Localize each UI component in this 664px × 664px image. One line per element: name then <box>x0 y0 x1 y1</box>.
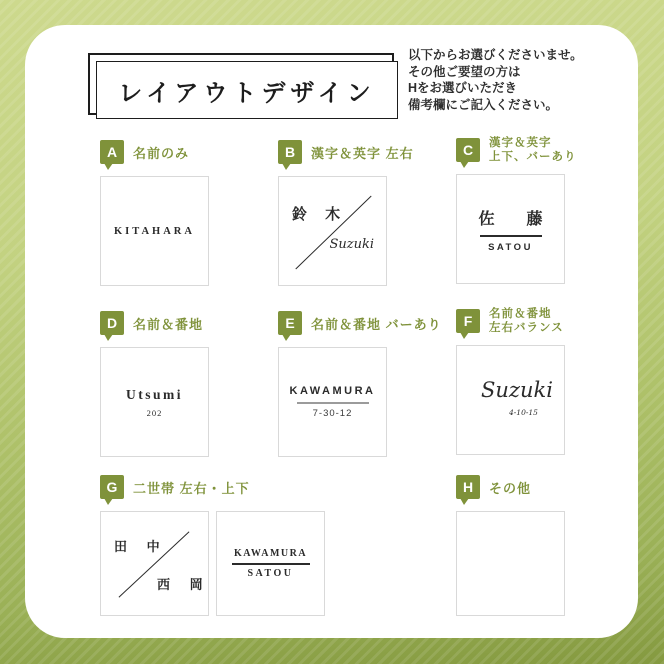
horizontal-bar <box>232 563 310 565</box>
option-f-label-line1: 名前＆番地 <box>489 308 552 320</box>
option-g-sample-right <box>216 511 325 616</box>
option-f-label-line2: 左右バランス <box>489 322 564 334</box>
option-c <box>456 137 634 284</box>
option-d-label: 名前＆番地 <box>133 316 204 332</box>
option-b-badge: B <box>278 140 302 164</box>
title-frame-inner <box>96 61 398 119</box>
option-e-badge: E <box>278 311 302 335</box>
option-h <box>456 474 634 616</box>
option-c-sample <box>456 174 565 284</box>
option-e-sample <box>278 347 387 457</box>
sample-family1: 田 中 <box>114 539 168 554</box>
option-g-badge: G <box>100 475 124 499</box>
instruction-note <box>408 47 636 113</box>
option-d-sample <box>100 347 209 457</box>
option-e-label: 名前＆番地 バーあり <box>311 316 442 332</box>
option-h-header <box>456 474 634 500</box>
option-a-label: 名前のみ <box>133 145 190 161</box>
option-h-sample-empty <box>456 511 565 616</box>
sample-kanji: 鈴 木 <box>292 206 348 223</box>
note-line: その他ご要望の方は <box>408 64 521 79</box>
horizontal-bar <box>480 235 542 237</box>
option-c-label-line2: 上下、バーあり <box>489 151 577 163</box>
sample-address: 7-30-12 <box>312 407 353 419</box>
option-a <box>100 139 278 286</box>
option-e <box>278 310 456 457</box>
option-a-badge: A <box>100 140 124 164</box>
sample-name: KITAHARA <box>114 225 195 237</box>
option-b-label: 漢字＆英字 左右 <box>311 145 414 161</box>
option-d <box>100 310 278 457</box>
sample-name: Utsumi <box>125 386 183 402</box>
page-title: レイアウトデザイン <box>118 79 376 107</box>
option-g-sample-left <box>100 511 209 616</box>
option-a-header <box>100 139 278 165</box>
option-c-badge: C <box>456 138 480 162</box>
option-d-badge: D <box>100 311 124 335</box>
horizontal-bar <box>297 402 369 404</box>
option-b-sample <box>278 176 387 286</box>
sample-name-script: Suzuki <box>481 378 553 402</box>
option-d-header <box>100 310 278 336</box>
option-g-header <box>100 474 360 500</box>
option-g-label: 二世帯 左右・上下 <box>133 480 250 496</box>
option-f-badge: F <box>456 309 480 333</box>
option-f <box>456 308 634 455</box>
sample-romaji: Suzuki <box>329 237 374 252</box>
sample-address: 4-10-15 <box>509 408 538 417</box>
sample-family2: SATOU <box>247 567 294 579</box>
title-frame-outer <box>88 53 394 115</box>
note-line: 備考欄にご記入ください。 <box>408 97 559 112</box>
option-c-header <box>456 137 634 163</box>
content-card <box>25 25 638 638</box>
sample-name: KAWAMURA <box>289 385 376 398</box>
option-b-header <box>278 139 456 165</box>
sample-address: 202 <box>146 407 163 418</box>
note-line: 以下からお選びくださいませ。 <box>408 48 583 62</box>
sample-family2: 西 岡 <box>157 577 211 592</box>
sample-family1: KAWAMURA <box>233 548 308 560</box>
option-g <box>100 474 360 616</box>
option-a-sample <box>100 176 209 286</box>
option-c-label-line1: 漢字＆英字 <box>489 137 552 149</box>
sample-romaji: SATOU <box>488 241 533 253</box>
option-f-header <box>456 308 634 334</box>
option-f-label <box>489 307 564 335</box>
option-f-sample <box>456 345 565 455</box>
sample-kanji: 佐 藤 <box>478 210 557 228</box>
option-b <box>278 139 456 286</box>
option-h-badge: H <box>456 475 480 499</box>
option-c-label <box>489 136 577 164</box>
option-h-label: その他 <box>489 480 532 496</box>
option-e-header <box>278 310 456 336</box>
note-line: Hをお選びいただき <box>408 81 518 95</box>
